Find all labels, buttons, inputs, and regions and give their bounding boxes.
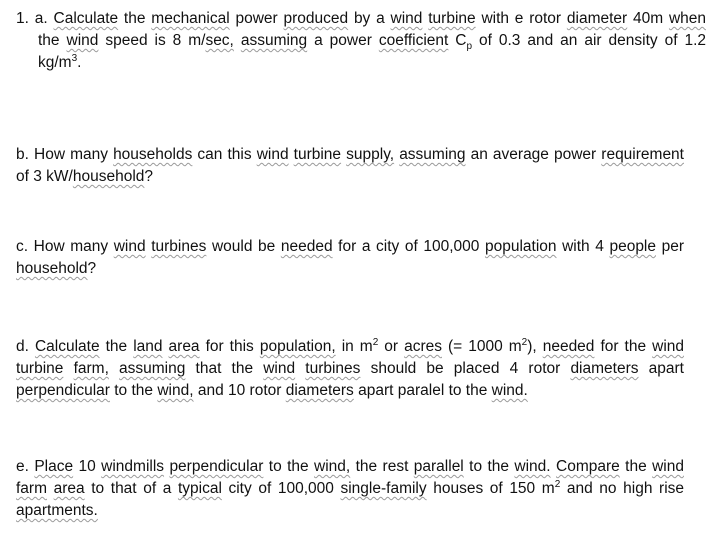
spellcheck-word: wind. (514, 458, 551, 475)
text-run: per (656, 238, 684, 255)
text-run: can this (192, 146, 257, 163)
text-run: of 3 kW/ (16, 168, 73, 185)
text-run: ? (144, 168, 154, 185)
text-run: for a city of 100,000 (332, 238, 485, 255)
question-1b (16, 144, 684, 188)
spellcheck-word: mechanical (151, 10, 230, 27)
text-run: ? (87, 260, 97, 277)
text-run: the (619, 458, 653, 475)
spellcheck-word: perpendicular (16, 382, 110, 399)
text-run: with e rotor (475, 10, 567, 27)
spellcheck-word: wind (113, 238, 146, 255)
spellcheck-word: diameter (566, 10, 628, 27)
spellcheck-word: apartments. (16, 502, 98, 519)
text-run: by a (348, 10, 391, 27)
text-run (295, 360, 305, 377)
spellcheck-word: wind, (157, 382, 194, 399)
text-run: and no high rise (560, 480, 685, 497)
spellcheck-word: land (133, 338, 163, 355)
question-letter: e. (16, 458, 29, 475)
text-run: to the (263, 458, 315, 475)
question-letter: d. (16, 338, 29, 355)
text-run: ), (527, 338, 543, 355)
superscript: 2 (372, 336, 379, 348)
text-run: speed is 8 m/ (98, 32, 206, 49)
spellcheck-word: typical (177, 480, 222, 497)
text-run: the (118, 10, 152, 27)
spellcheck-word: area (53, 480, 85, 497)
spellcheck-word: wind (66, 32, 99, 49)
spellcheck-word: household (16, 260, 88, 277)
text-run: houses of 150 m (426, 480, 555, 497)
spellcheck-word: farm, (73, 360, 109, 377)
text-run: How many (28, 146, 114, 163)
text-run: should be placed 4 rotor (360, 360, 571, 377)
question-1a (16, 8, 706, 74)
text-run (47, 480, 54, 497)
spellcheck-word: requirement (601, 146, 684, 163)
text-run: the (99, 338, 134, 355)
spellcheck-word: parallel (413, 458, 464, 475)
spellcheck-word: when (668, 10, 706, 27)
spellcheck-word: Place (34, 458, 74, 475)
text-run: . (77, 54, 82, 71)
spellcheck-word: assuming (399, 146, 466, 163)
text-run: that the (185, 360, 264, 377)
spellcheck-word: wind (652, 458, 684, 475)
spellcheck-word: wind (263, 360, 296, 377)
question-letter: c. (16, 238, 29, 255)
text-run: a power (307, 32, 379, 49)
spellcheck-word: population, (259, 338, 336, 355)
spellcheck-word: supply, (346, 146, 395, 163)
text-run: an average power (465, 146, 602, 163)
spellcheck-word: needed (542, 338, 595, 355)
spellcheck-word: households (113, 146, 193, 163)
text-run (63, 360, 73, 377)
text-run: for this (199, 338, 260, 355)
spellcheck-word: assuming (119, 360, 186, 377)
superscript: 2 (554, 478, 561, 490)
superscript: 2 (521, 336, 528, 348)
spellcheck-word: diameters (285, 382, 354, 399)
spellcheck-word: perpendicular (169, 458, 264, 475)
spellcheck-word: sec, (205, 32, 234, 49)
spellcheck-word: Calculate (34, 338, 100, 355)
question-1c (16, 236, 684, 280)
spellcheck-word: household (72, 168, 145, 185)
spellcheck-word: Calculate (53, 10, 119, 27)
spellcheck-word: farm (16, 480, 47, 497)
spellcheck-word: people (609, 238, 656, 255)
text-run: for the (594, 338, 653, 355)
spellcheck-word: wind (652, 338, 685, 355)
spellcheck-word: turbine (428, 10, 476, 27)
text-run: C (448, 32, 467, 49)
text-run: the (38, 32, 67, 49)
text-run: city of 100,000 (221, 480, 341, 497)
spellcheck-word: windmills (101, 458, 165, 475)
text-run: How many (28, 238, 114, 255)
spellcheck-word: turbine (293, 146, 342, 163)
text-run: of 0.3 and an air density of 1.2 kg/m (38, 32, 706, 71)
text-run: the rest (350, 458, 414, 475)
spellcheck-word: wind, (314, 458, 351, 475)
question-1e (16, 456, 684, 522)
text-run: and 10 rotor (193, 382, 286, 399)
spellcheck-word: diameters (570, 360, 639, 377)
text-run: to the (463, 458, 515, 475)
spellcheck-word: single-family (340, 480, 427, 497)
question-number: 1. (16, 10, 29, 27)
text-run: with 4 (556, 238, 610, 255)
text-run: (= 1000 m (441, 338, 522, 355)
text-run: or (378, 338, 405, 355)
question-1d (16, 336, 684, 402)
text-run: to that of a (84, 480, 178, 497)
text-run (109, 360, 119, 377)
spellcheck-word: acres (404, 338, 442, 355)
text-run: would be (206, 238, 281, 255)
spellcheck-word: wind. (491, 382, 528, 399)
spellcheck-word: coefficient (378, 32, 449, 49)
spellcheck-word: assuming (240, 32, 308, 49)
text-run: 10 (73, 458, 102, 475)
text-run: power (229, 10, 284, 27)
spellcheck-word: population (484, 238, 557, 255)
text-run (234, 32, 241, 49)
text-run: apart paralel to the (353, 382, 492, 399)
superscript: 3 (71, 52, 78, 64)
spellcheck-word: turbine (16, 360, 64, 377)
question-letter: b. (16, 146, 29, 163)
text-run: in m (335, 338, 373, 355)
spellcheck-word: needed (280, 238, 333, 255)
subscript: p (466, 41, 473, 53)
text-run: 40m (627, 10, 669, 27)
question-letter: a. (34, 10, 48, 27)
text-run: to the (109, 382, 158, 399)
spellcheck-word: produced (283, 10, 349, 27)
spellcheck-word: turbines (151, 238, 207, 255)
spellcheck-word: wind (256, 146, 289, 163)
text-run: apart (638, 360, 684, 377)
spellcheck-word: area (168, 338, 200, 355)
spellcheck-word: Compare (556, 458, 620, 475)
spellcheck-word: turbines (305, 360, 361, 377)
spellcheck-word: wind (390, 10, 423, 27)
